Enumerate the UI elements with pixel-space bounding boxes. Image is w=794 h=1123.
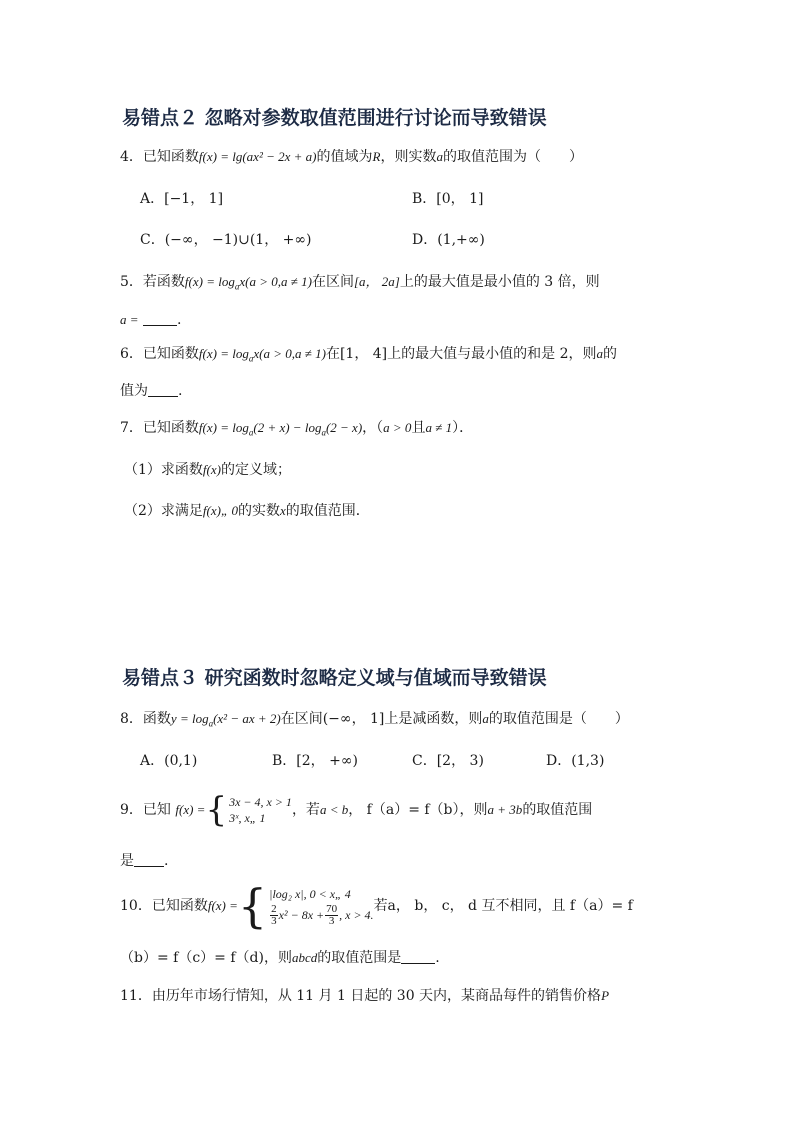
q6-prefix: 6．已知函数 xyxy=(120,346,199,362)
q4-prefix: 4．已知函数 xyxy=(120,149,199,165)
q4-option-a: A．[−1， 1] xyxy=(140,191,224,207)
question-9-line2 xyxy=(120,851,168,871)
q9-mid2: ， f（a）= f（b），则 xyxy=(348,802,488,818)
q4-option-d: D．(1,+∞) xyxy=(412,232,485,248)
q8-option-c: C．[2， 3) xyxy=(412,753,484,769)
question-8-stem xyxy=(120,709,629,734)
question-11-stem xyxy=(120,986,609,1006)
q10-function: f(x) = xyxy=(207,898,238,913)
question-7-part-2 xyxy=(124,501,370,521)
q7-prefix: 7．已知函数 xyxy=(120,420,199,436)
q9-function: f(x) = xyxy=(175,802,206,817)
q4-option-c: C．(−∞， −1)∪(1， +∞) xyxy=(140,232,312,248)
q6-suffix: 的 xyxy=(603,346,617,362)
q8-option-d: D．(1,3) xyxy=(546,753,605,769)
question-4-stem xyxy=(120,147,583,167)
q6-end: . xyxy=(178,383,183,399)
q10-prefix: 10．已知函数 xyxy=(120,898,208,914)
q9-expr: a + 3b xyxy=(487,802,523,817)
q7-part2-suffix: 的取值范围． xyxy=(285,503,370,519)
q8-suffix: 的取值范围是（ ） xyxy=(488,711,629,727)
q7-function: $f(x) = \log_a(2 + x) - \log_a(2 - x)$ xyxy=(198,420,363,438)
q6-answer-blank xyxy=(148,382,178,397)
q8-mid: 在区间(−∞， 1]上是减函数，则 xyxy=(280,711,483,727)
q10-line2-suffix: 的取值范围是 xyxy=(317,950,402,966)
question-5-stem xyxy=(120,272,600,297)
q4-function: f(x) = lg(ax² − 2x + a) xyxy=(198,149,317,164)
question-10-stem xyxy=(120,880,633,932)
q7-part2-prefix: （2）求满足 xyxy=(124,503,203,519)
q5-interval: [a， 2a] xyxy=(353,274,400,289)
left-brace-icon: { xyxy=(237,879,268,933)
q10-suffix: 若a， b， c， d 互不相同，且 f（a）= f xyxy=(373,898,633,914)
q4-suffix: 的取值范围为（ ） xyxy=(442,149,583,165)
q9-line2-text: 是 xyxy=(120,853,134,869)
q5-a-eq: a = xyxy=(120,312,139,327)
q8-option-a: A．(0,1) xyxy=(140,753,198,769)
question-5-line2 xyxy=(120,310,181,330)
q10-line2-text: （b）= f（c）= f（d)，则 xyxy=(120,950,292,966)
question-6-line2 xyxy=(120,381,182,401)
q9-suffix: 的取值范围 xyxy=(522,802,593,818)
q7-cond-mid: 且 xyxy=(411,420,426,436)
q10-cases: |log₂ x|, 0 < x„ 4 $\frac{2}{3}$ x² − 8x + $\frac{70}{3}$ , x > 4. xyxy=(269,886,374,928)
q4-a: a xyxy=(436,149,443,164)
q5-answer-blank xyxy=(143,311,177,326)
q9-cases: 3x − 4, x > 1 3ˣ, x„ 1 xyxy=(229,795,292,825)
q11-P: P xyxy=(601,988,610,1003)
q8-option-b: B．[2， +∞) xyxy=(272,753,358,769)
q9-answer-blank xyxy=(134,852,164,867)
q7-part1-suffix: 的定义域； xyxy=(220,462,291,478)
q6-function: $f(x) = \log_ax(a > 0,a \ne 1)$ xyxy=(198,346,326,364)
left-brace-icon: { xyxy=(205,790,228,830)
q9-prefix: 9．已知 xyxy=(120,802,171,818)
q10-answer-blank xyxy=(401,949,435,964)
q4-mid: 的值域为 xyxy=(316,149,373,165)
section-3-heading: 易错点３ 研究函数时忽略定义域与值域而导致错误 xyxy=(122,667,547,689)
q5-mid: 在区间 xyxy=(311,274,354,290)
q6-line2-text: 值为 xyxy=(120,383,148,399)
q4-option-b: B．[0， 1] xyxy=(412,191,484,207)
q7-cond1: a > 0 xyxy=(383,420,412,435)
question-6-stem xyxy=(120,344,617,369)
question-7-part-1 xyxy=(124,460,291,480)
section-2-heading: 易错点２ 忽略对参数取值范围进行讨论而导致错误 xyxy=(122,107,547,129)
q10-expr: abcd xyxy=(291,950,318,965)
q7-cond-prefix: ，（ xyxy=(362,420,384,436)
q4-mid2: ，则实数 xyxy=(380,149,437,165)
q7-cond-suffix: ）． xyxy=(452,420,474,436)
question-10-line2 xyxy=(120,948,440,968)
q5-function: $f(x) = \log_ax(a > 0,a \ne 1)$ xyxy=(184,274,312,292)
q5-end: . xyxy=(176,312,182,328)
q9-cond: a < b xyxy=(319,802,349,817)
q7-part2-x: x xyxy=(279,503,286,518)
q8-function: $y = \log_a(x^2$ − ax + 2) xyxy=(170,711,281,729)
q7-cond2: a ≠ 1 xyxy=(425,420,453,435)
q6-a: a xyxy=(596,346,603,361)
q9-end: . xyxy=(164,853,169,869)
q5-prefix: 5．若函数 xyxy=(120,274,185,290)
q7-part1-func: f(x) xyxy=(202,462,221,477)
q5-suffix: 上的最大值是最小值的 3 倍，则 xyxy=(399,274,600,290)
q7-part2-mid: 的实数 xyxy=(237,503,280,519)
q7-part1-prefix: （1）求函数 xyxy=(124,462,203,478)
q6-mid: 在[1， 4]上的最大值与最小值的和是 2，则 xyxy=(325,346,597,362)
q9-mid: ，若 xyxy=(291,802,320,818)
q11-text: 11．由历年市场行情知，从 11 月 1 日起的 30 天内，某商品每件的销售价格 xyxy=(120,988,602,1004)
q8-a: a xyxy=(482,711,489,726)
q8-prefix: 8．函数 xyxy=(120,711,171,727)
question-9-stem xyxy=(120,790,592,830)
q10-end: . xyxy=(435,950,440,966)
q4-R: R xyxy=(372,149,381,164)
question-7-stem xyxy=(120,418,473,443)
q7-part2-func: f(x)„ 0 xyxy=(202,503,238,518)
